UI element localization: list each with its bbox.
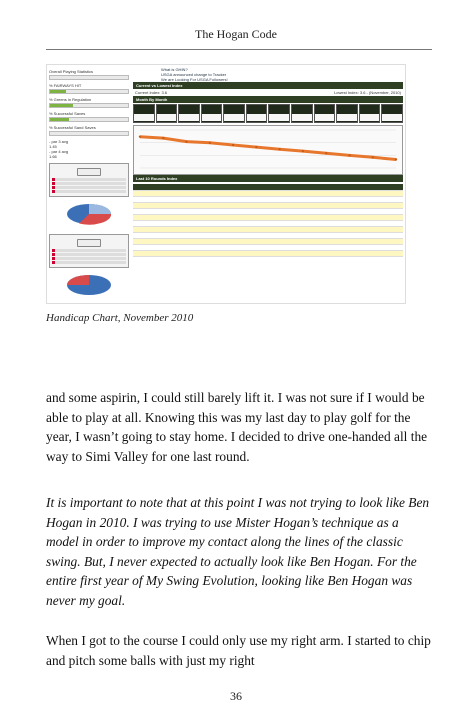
body-paragraph-3: When I got to the course I could only use my right arm. I started to chip and pitch some balls with just my right [46,633,431,668]
pie-box-2 [49,234,129,268]
news-link: We are Looking For USGA Followers! [161,77,228,82]
table-header-row [133,184,403,191]
avg-value: 1.45 [49,144,57,149]
month-by-month-bar: Month By Month [133,96,403,103]
stat-label: % Successful Saves [49,111,86,116]
data-point [139,135,141,137]
rounds-table [133,184,403,257]
data-point [372,156,374,158]
pie-box-1 [49,163,129,197]
legend-row [52,178,126,181]
legend-row [52,182,126,185]
data-point [162,137,164,139]
news-link: USGA announced change to Tracker [161,72,227,77]
stat-bar [49,117,129,122]
stat-bar [49,131,129,136]
news-links [133,67,403,82]
legend-row [52,190,126,193]
stat-bar-fill [50,90,66,93]
trend-svg [134,126,402,172]
data-point [255,146,257,148]
table-row [133,251,403,257]
avg-value: 1.66 [49,154,57,159]
lowest-index: Lowest Index: 3.6 - (November, 2010) [334,90,401,95]
avg-label: - par 4 avg [49,149,69,154]
legend-row [52,257,126,260]
legend-row [52,249,126,252]
body-paragraph-2: It is important to note that at this point I was not trying to look like Ben Hogan in 2010. I was trying to use Mister Hogan’s technique as a model in order to improve my contact along the lines of the classic swing. But, I never expected to actually look like Ben Hogan. For the entire first year of My Swing Evolution, looking like Ben Hogan was never my goal. [46,495,430,608]
stats-panel [49,69,129,301]
current-index: Current Index: 3.6 [135,90,168,95]
stat-label: % Successful Sand Saves [49,125,96,130]
data-point [325,152,327,154]
data-point [348,154,350,156]
current-index-bar: Current vs Lowest Index [133,82,403,89]
data-point [209,142,211,144]
data-point [302,150,304,152]
legend-row [52,261,126,264]
pie-chart-icon [49,197,129,229]
stat-label: Overall Playing Statistics [49,69,94,74]
stat-bar [49,75,129,80]
stat-bar [49,89,129,94]
chart-button [77,168,101,176]
avg-label: - par 3 avg [49,139,69,144]
stat-label: % Greens in Regulation [49,97,92,102]
index-panel [133,67,403,257]
handicap-chart-figure [46,64,406,304]
chart-button [77,239,101,247]
figure-caption: Handicap Chart, November 2010 [46,312,194,324]
data-point [395,158,397,160]
header-rule [46,49,432,50]
body-paragraph-1: and some aspirin, I could still barely lift it. I was not sure if I would be able to play at all. Knowing this was my last day to play golf for the year, I wasn’t going to stay home. I decided to drive one-handed all the way to Simi Valley for one last round. [46,390,428,464]
running-header: The Hogan Code [195,27,277,41]
data-point [232,144,234,146]
index-row [133,89,403,96]
news-link: What is GHIN? [161,67,188,72]
month-calendar [133,104,403,123]
index-trend-chart [133,125,403,175]
stat-label: % FAIRWAYS HIT [49,83,82,88]
page-number: 36 [230,689,242,703]
pie-chart-icon [49,268,129,300]
legend-row [52,186,126,189]
legend-row [52,253,126,256]
series-line [140,137,396,160]
stat-bar [49,103,129,108]
data-point [278,148,280,150]
last-rounds-bar: Last 10 Rounds Index [133,175,403,182]
data-point [185,140,187,142]
stat-bar-fill [50,104,73,107]
stat-bar-fill [50,118,69,121]
